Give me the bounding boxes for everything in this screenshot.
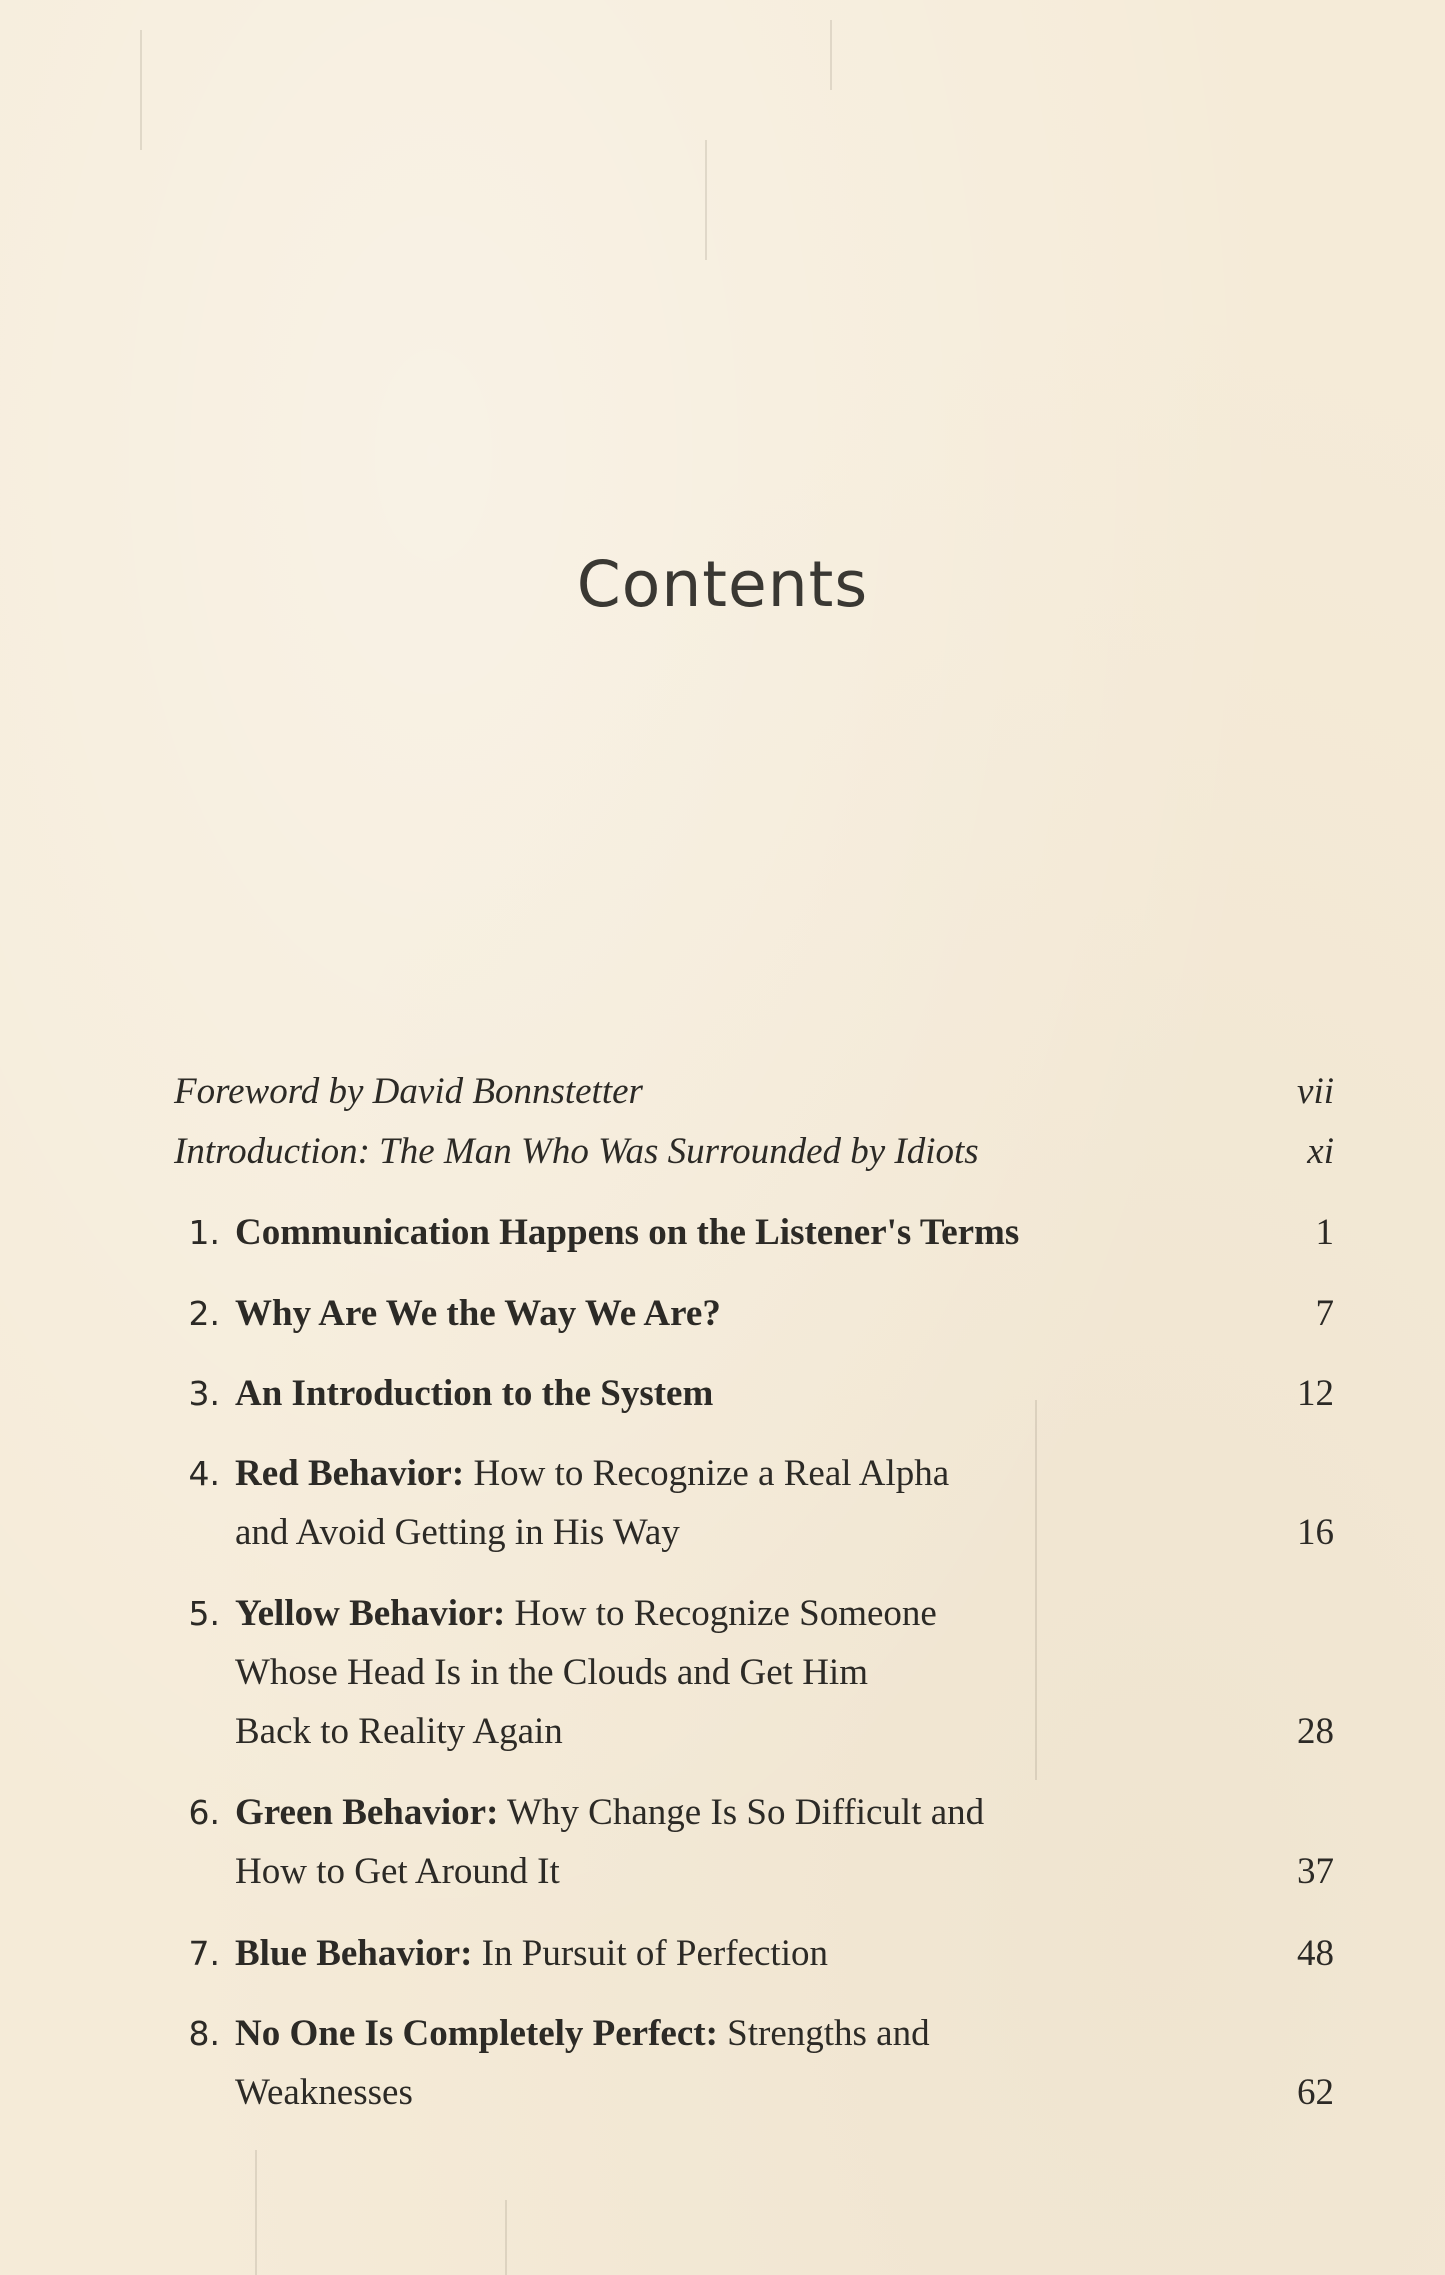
chapter-subtitle-line: Weaknesses [235, 2072, 413, 2113]
toc-page-number: xi [1307, 1131, 1334, 1172]
page-title: Contents [576, 548, 869, 621]
chapter-subtitle: How to Recognize a Real Alpha [464, 1453, 950, 1494]
chapter-number: 1. [188, 1213, 220, 1252]
chapter-subtitle: Why Change Is So Difficult and [498, 1792, 985, 1833]
paper-scratch [255, 2150, 257, 2275]
toc-page-number: 1 [1315, 1212, 1334, 1253]
chapter-number: 2. [188, 1294, 220, 1333]
chapter-title-line [235, 2004, 1235, 2063]
chapter-number: 7. [188, 1934, 220, 1973]
chapter-title-bold: Blue Behavior: [235, 1933, 473, 1974]
toc-page-number: 16 [1297, 1512, 1334, 1553]
paper-scratch [140, 30, 142, 150]
chapter-title-bold: Red Behavior: [235, 1453, 465, 1494]
chapter-number: 3. [188, 1374, 220, 1413]
chapter-title [235, 2004, 1235, 2122]
chapter-title-bold: Communication Happens on the Listener's Terms [235, 1212, 1020, 1253]
chapter-title [235, 1203, 1235, 1262]
paper-scratch [505, 2200, 507, 2275]
toc-entry-title: Introduction: The Man Who Was Surrounded by Idiots [174, 1131, 979, 1172]
toc-page-number: 37 [1297, 1851, 1334, 1892]
toc-page-number: 12 [1297, 1373, 1334, 1414]
chapter-number: 4. [188, 1454, 220, 1493]
toc-page-number: 7 [1315, 1293, 1334, 1334]
toc-page-number: vii [1297, 1071, 1334, 1112]
chapter-subtitle-line: Whose Head Is in the Clouds and Get Him [235, 1652, 868, 1693]
chapter-title [235, 1584, 1235, 1761]
chapter-subtitle-line: and Avoid Getting in His Way [235, 1512, 680, 1553]
chapter-number: 8. [188, 2014, 220, 2053]
chapter-title-bold: Why Are We the Way We Are? [235, 1293, 721, 1334]
chapter-subtitle-line: How to Get Around It [235, 1851, 560, 1892]
chapter-subtitle-line: Back to Reality Again [235, 1711, 563, 1752]
chapter-title-line [235, 1284, 1235, 1343]
chapter-number: 6. [188, 1793, 220, 1832]
chapter-title-line [235, 1584, 1235, 1643]
toc-entry-title: Foreword by David Bonnstetter [174, 1071, 643, 1112]
chapter-title-line [235, 1783, 1235, 1842]
chapter-title [235, 1924, 1235, 1983]
chapter-subtitle: Strengths and [717, 2013, 930, 2054]
chapter-subtitle: How to Recognize Someone [505, 1593, 937, 1634]
toc-page-number: 62 [1297, 2072, 1334, 2113]
chapter-title-bold: Green Behavior: [235, 1792, 499, 1833]
chapter-title-bold: No One Is Completely Perfect: [235, 2013, 718, 2054]
chapter-title [235, 1284, 1235, 1343]
chapter-title-bold: Yellow Behavior: [235, 1593, 506, 1634]
chapter-title-line [235, 1924, 1235, 1983]
chapter-subtitle: In Pursuit of Perfection [472, 1933, 828, 1974]
chapter-title-line [235, 1364, 1235, 1423]
toc-page-number: 48 [1297, 1933, 1334, 1974]
chapter-title [235, 1364, 1235, 1423]
chapter-title [235, 1783, 1235, 1901]
toc-page-number: 28 [1297, 1711, 1334, 1752]
paper-scratch [705, 140, 707, 260]
chapter-title [235, 1444, 1235, 1562]
chapter-title-line [235, 1444, 1235, 1503]
chapter-title-line [235, 1203, 1235, 1262]
chapter-title-bold: An Introduction to the System [235, 1373, 714, 1414]
chapter-number: 5. [188, 1594, 220, 1633]
paper-scratch [830, 20, 832, 90]
